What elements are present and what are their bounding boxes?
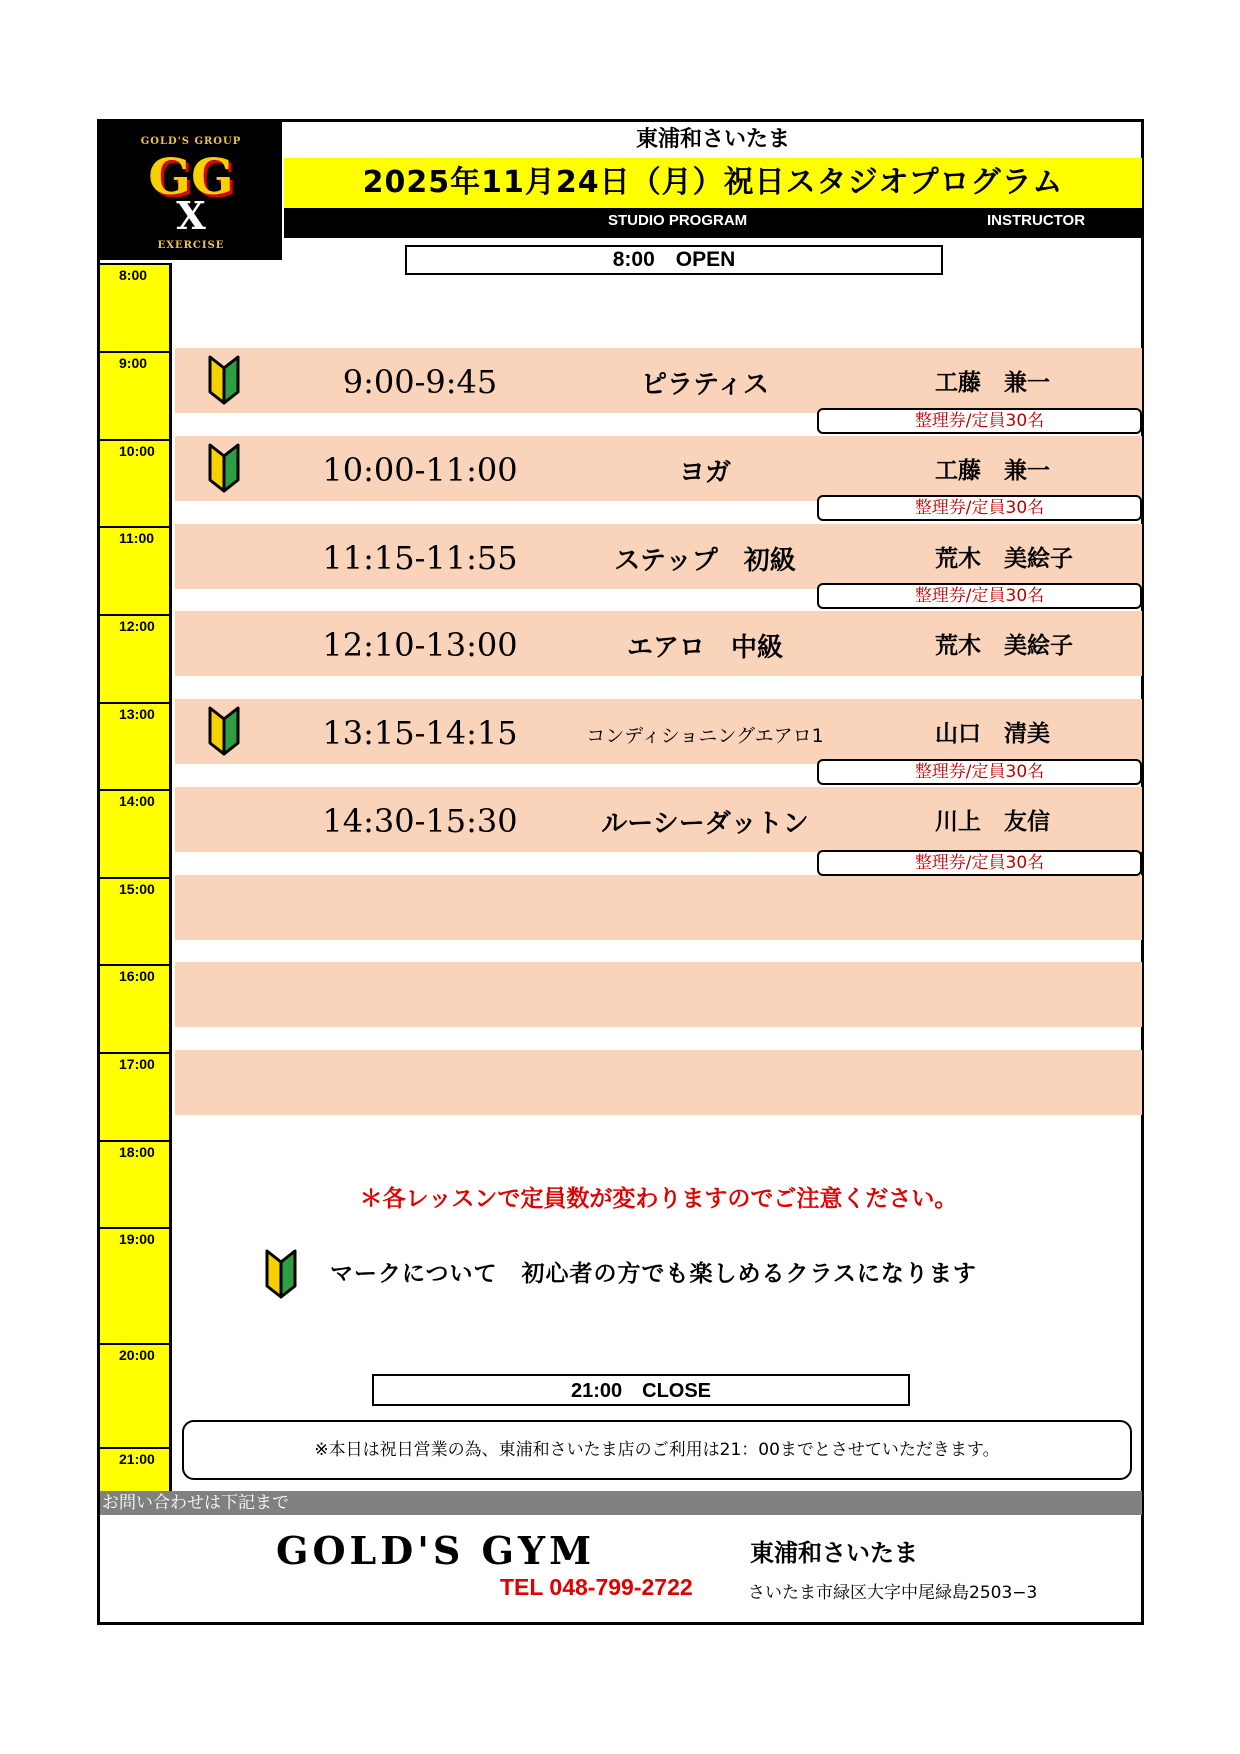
open-time: 8:00 OPEN <box>405 245 943 275</box>
hour-mark <box>100 439 172 459</box>
hour-mark <box>100 789 172 809</box>
close-time: 21:00 CLOSE <box>372 1374 910 1406</box>
ticket-badge: 整理券/定員30名 <box>817 850 1142 876</box>
class-instructor: 工藤 兼一 <box>935 458 1050 484</box>
store-name: 東浦和さいたま <box>635 127 790 152</box>
hour-label: 19:00 <box>119 1231 155 1247</box>
class-instructor: 工藤 兼一 <box>935 370 1050 396</box>
class-name: ステップ 初級 <box>614 546 796 576</box>
class-name: コンディショニングエアロ1 <box>586 725 824 747</box>
holiday-notice: ※本日は祝日営業の為、東浦和さいたま店のご利用は21：00までとさせていただきます。 <box>182 1420 1132 1480</box>
class-instructor: 荒木 美絵子 <box>935 633 1073 659</box>
hour-mark <box>100 1052 172 1072</box>
logo-bottom-text: EXERCISE <box>157 240 225 251</box>
schedule-band <box>175 962 1142 1027</box>
hour-label: 14:00 <box>119 793 155 809</box>
hour-mark <box>100 1227 172 1247</box>
hour-label: 20:00 <box>119 1347 155 1363</box>
class-time: 14:30-15:30 <box>322 802 518 840</box>
logo-letters: GG <box>148 147 234 206</box>
ggx-logo <box>100 122 282 260</box>
beginner-mark-icon <box>207 705 241 757</box>
class-time: 13:15-14:15 <box>322 714 518 752</box>
ticket-badge: 整理券/定員30名 <box>817 583 1142 609</box>
class-instructor: 山口 清美 <box>935 721 1050 747</box>
hour-label: 17:00 <box>119 1056 155 1072</box>
class-instructor: 荒木 美絵子 <box>935 546 1073 572</box>
hour-mark <box>100 1140 172 1160</box>
hour-label: 18:00 <box>119 1144 155 1160</box>
hour-label: 13:00 <box>119 706 155 722</box>
class-time: 10:00-11:00 <box>322 451 518 489</box>
hour-mark <box>100 1343 172 1363</box>
class-name: ピラティス <box>641 370 769 400</box>
contact-band: お問い合わせは下記まで <box>100 1491 1142 1515</box>
hour-mark <box>100 526 172 546</box>
logo-x: X <box>176 193 206 238</box>
class-name: ヨガ <box>678 458 731 488</box>
hour-label: 9:00 <box>119 355 148 371</box>
beginner-mark-icon <box>207 354 241 406</box>
class-name: エアロ 中級 <box>626 633 783 663</box>
hour-label: 12:00 <box>119 618 155 634</box>
ticket-badge: 整理券/定員30名 <box>817 408 1142 434</box>
hour-label: 15:00 <box>119 881 155 897</box>
class-instructor: 川上 友信 <box>935 809 1050 835</box>
schedule-band <box>175 1050 1142 1115</box>
class-time: 9:00-9:45 <box>342 363 498 401</box>
beginner-mark-icon <box>264 1248 298 1300</box>
hour-mark <box>100 351 172 371</box>
ticket-badge: 整理券/定員30名 <box>817 759 1142 785</box>
address: さいたま市緑区大字中尾緑島2503−3 <box>748 1583 1038 1603</box>
beginner-mark-note: マークについて 初心者の方でも楽しめるクラスになります <box>330 1261 977 1287</box>
hour-mark <box>100 614 172 634</box>
golds-gym-logo: GOLD'S GYM <box>276 1528 596 1573</box>
hour-mark <box>100 1447 172 1467</box>
hour-label: 10:00 <box>119 443 155 459</box>
hour-mark <box>100 877 172 897</box>
hour-label: 21:00 <box>119 1451 155 1467</box>
footer-store-name: 東浦和さいたま <box>750 1539 918 1567</box>
column-header <box>284 208 1142 238</box>
class-time: 11:15-11:55 <box>322 539 518 577</box>
hour-mark <box>100 964 172 984</box>
hour-label: 8:00 <box>119 267 148 283</box>
class-time: 12:10-13:00 <box>322 626 518 664</box>
hour-mark <box>100 702 172 722</box>
schedule-band <box>175 875 1142 940</box>
phone-number: TEL 048-799-2722 <box>500 1574 693 1600</box>
page-title: 2025年11月24日（月）祝日スタジオプログラム <box>284 158 1142 208</box>
logo-top-text: GOLD'S GROUP <box>140 136 242 147</box>
beginner-mark-icon <box>207 442 241 494</box>
hour-mark <box>100 263 172 283</box>
class-name: ルーシーダットン <box>601 809 809 839</box>
ticket-badge: 整理券/定員30名 <box>817 495 1142 521</box>
column-instructor: INSTRUCTOR <box>987 212 1086 229</box>
capacity-note: ＊各レッスンで定員数が変わりますのでご注意ください。 <box>359 1186 958 1212</box>
hour-label: 16:00 <box>119 968 155 984</box>
column-program: STUDIO PROGRAM <box>608 212 748 229</box>
hour-label: 11:00 <box>119 530 155 546</box>
